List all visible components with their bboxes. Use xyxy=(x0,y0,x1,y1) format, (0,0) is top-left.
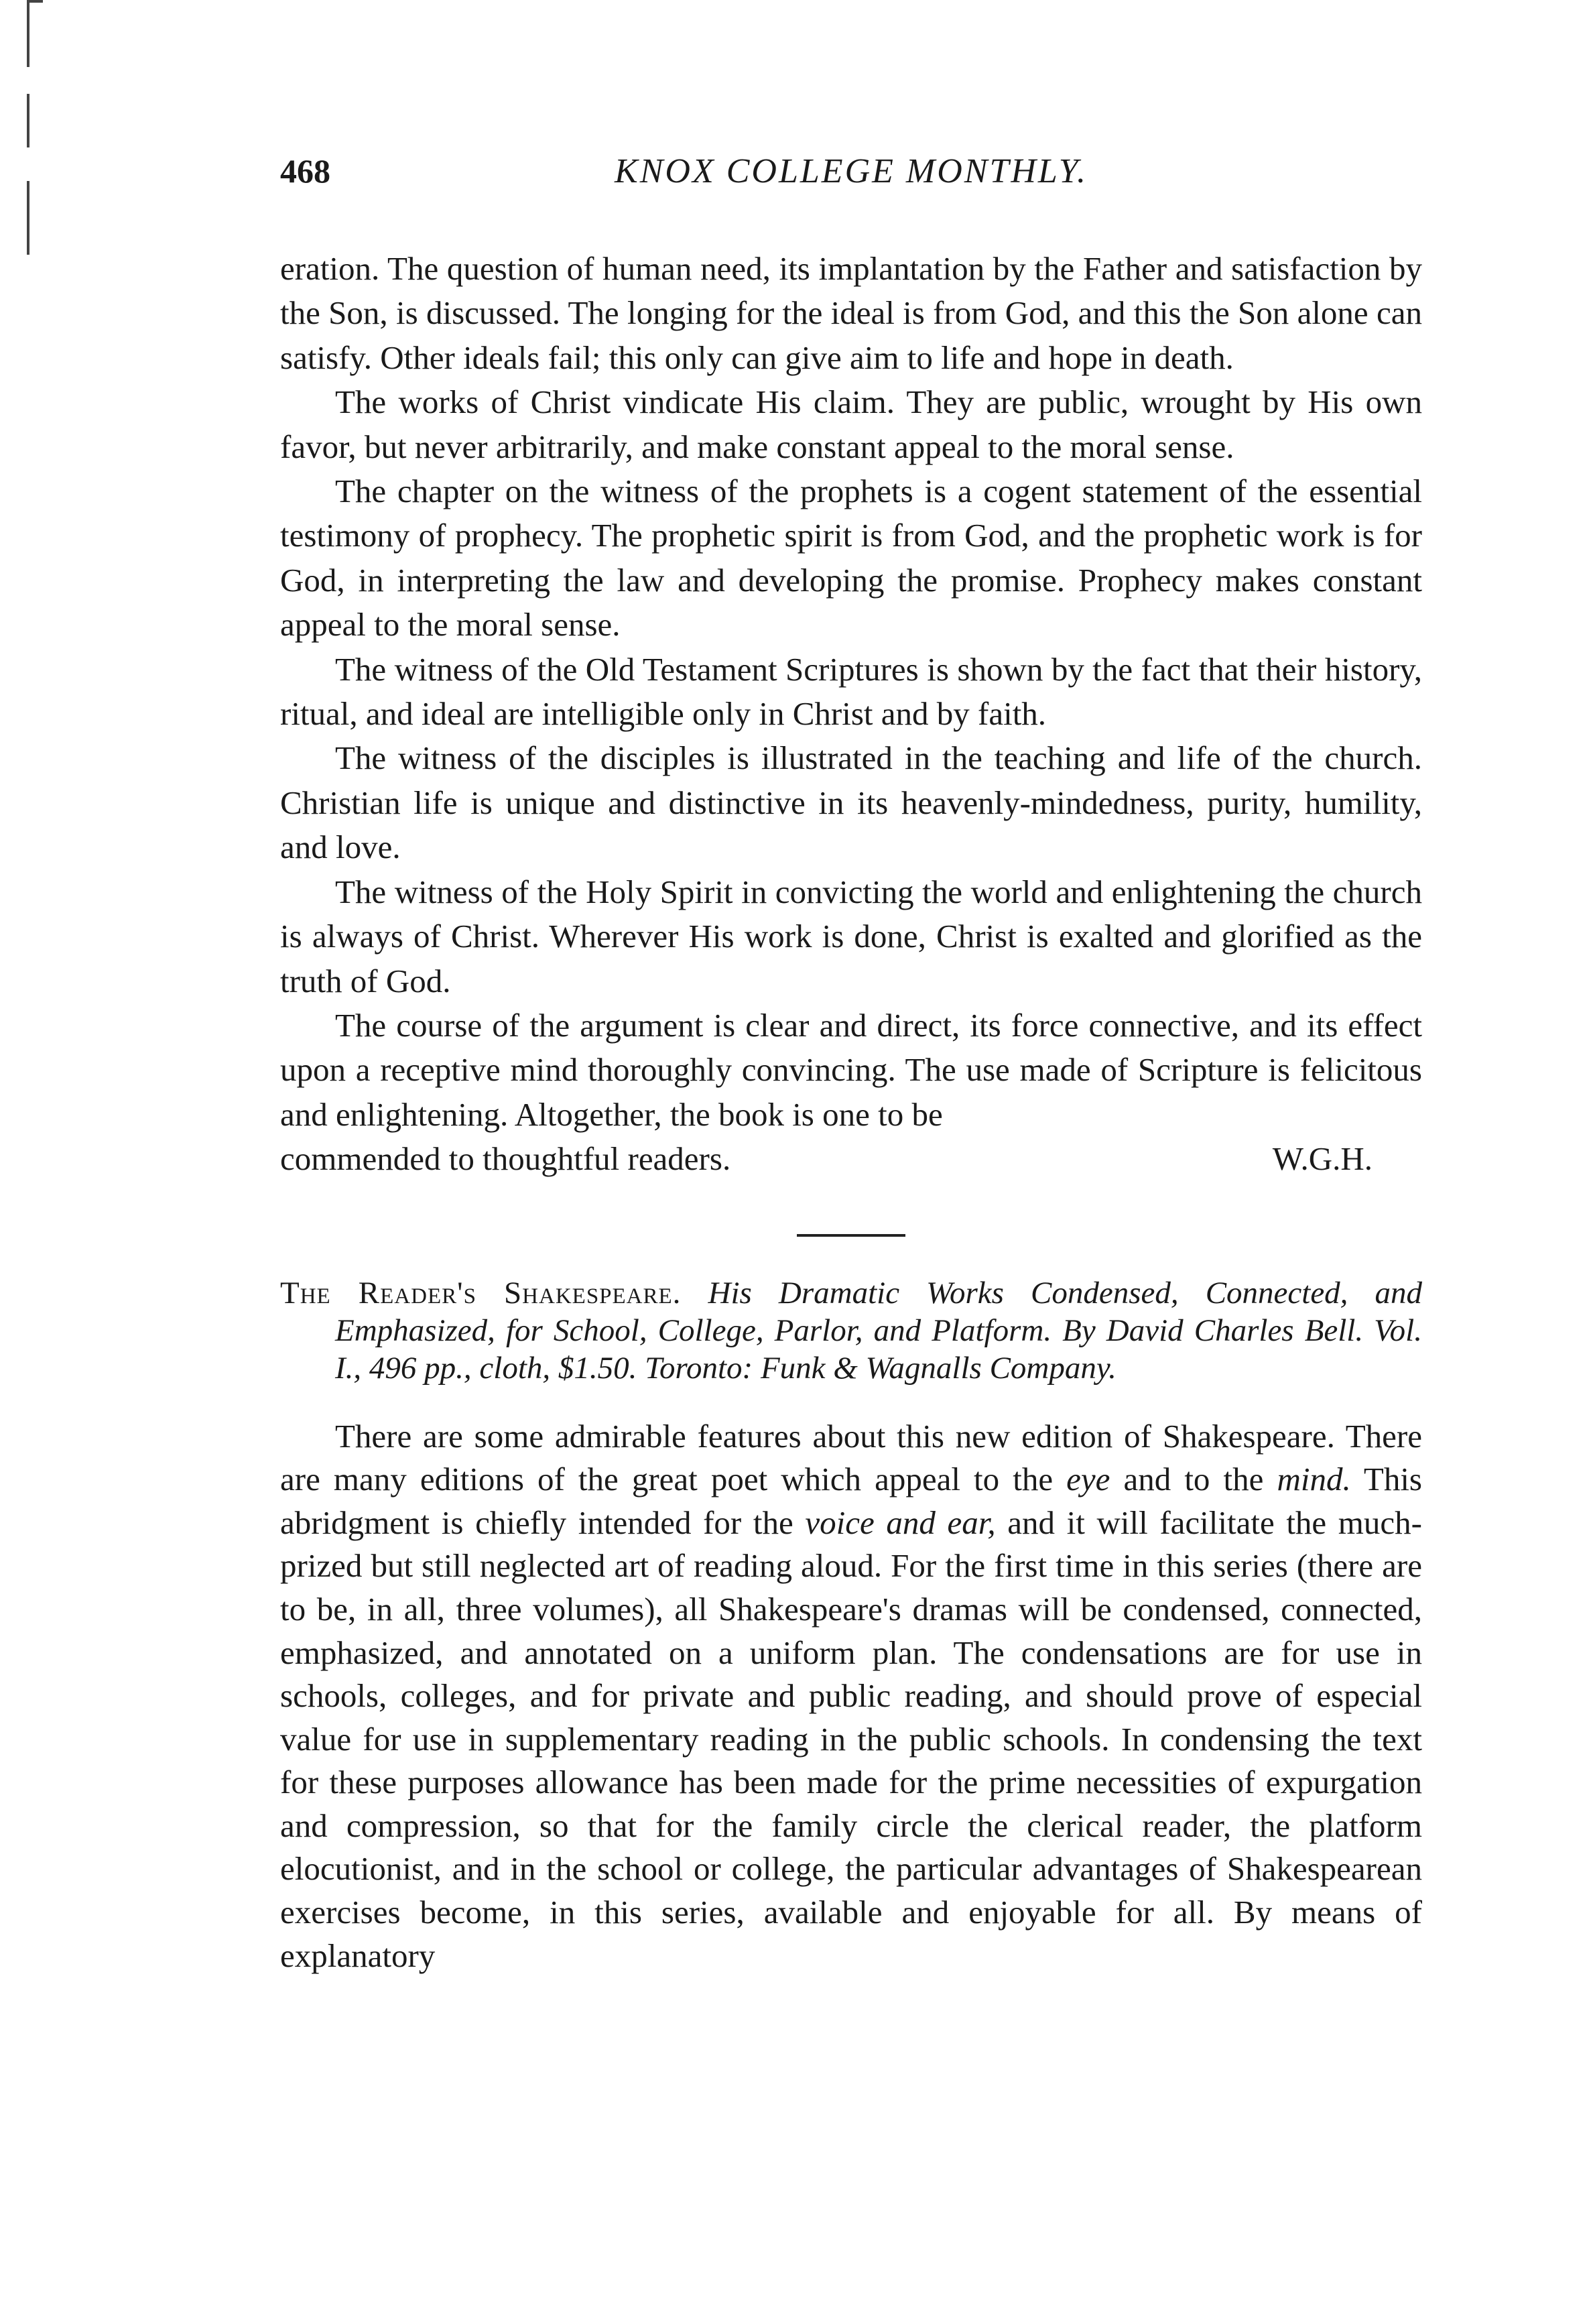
article-text xyxy=(280,247,1422,1182)
document-page xyxy=(280,151,1422,1977)
review-book-details: His Dramatic Works Condensed, Connected, and Emphasized, for School, College, Parlor, and Platform. By David Charles Bell. Vol. I., 496 pp., cloth, $1.50. Toronto: Funk & Wagnalls Company. xyxy=(335,1275,1423,1386)
journal-title: KNOX COLLEGE MONTHLY. xyxy=(615,152,1088,190)
emphasis: eye xyxy=(1066,1461,1110,1498)
review-body xyxy=(280,1415,1422,1978)
emphasis: voice and ear, xyxy=(805,1504,996,1541)
paragraph: The witness of the disciples is illustrated in the teaching and life of the church. Christian life is unique and distinctive in its heavenly-mindedness, purity, humility, and love. xyxy=(280,739,1422,866)
scan-edge-mark xyxy=(27,0,29,67)
scan-edge-mark xyxy=(27,0,43,3)
paragraph: eration. The question of human need, its implantation by the Father and satisfaction by the Son, is discussed. The longing for the ideal is from God, and this the Son alone can satisfy. Other ideals fail; this only can give aim to life and hope in death. xyxy=(280,250,1422,376)
text-run: There are some admirable features about this new edition of Shakespeare. There are many editions of the great poet which appeal to the xyxy=(280,1417,1422,1498)
text-run: and to the xyxy=(1123,1461,1264,1498)
closing-paragraph: The course of the argument is clear and direct, its force connective, and its effect upon a receptive mind thoroughly convincing. The use made of Scripture is felicitous and enlightening. Altogether, the book is one to be xyxy=(280,1006,1422,1133)
page-number: 468 xyxy=(280,152,330,190)
review-heading xyxy=(280,1274,1422,1387)
paragraph: The chapter on the witness of the prophets is a cogent statement of the essential testimony of prophecy. The prophetic spirit is from God, and the prophetic work is for God, in interpreting the law and developing the promise. Prophecy makes constant appeal to the moral sense. xyxy=(280,473,1422,644)
reviewer-signature: W.G.H. xyxy=(1272,1140,1373,1178)
running-head xyxy=(280,151,1422,198)
paragraph: The witness of the Old Testament Scriptures is shown by the fact that their history, ritual, and ideal are intelligible only in Christ and by faith. xyxy=(280,650,1422,733)
scan-edge-mark xyxy=(27,94,29,147)
signature-line xyxy=(280,1137,1422,1181)
closing-last-line: commended to thoughtful readers. xyxy=(280,1140,731,1178)
paragraph: The works of Christ vindicate His claim. They are public, wrought by His own favor, but never arbitrarily, and make constant appeal to the moral sense. xyxy=(280,383,1422,465)
review-book-title: The Reader's Shakespeare. xyxy=(280,1275,682,1310)
paragraph: The witness of the Holy Spirit in convicting the world and enlightening the church is always of Christ. Wherever His work is done, Christ is exalted and glorified as the truth of God. xyxy=(280,873,1422,999)
text-run: This abridgment is chiefly intended for the xyxy=(280,1461,1423,1541)
emphasis: mind. xyxy=(1277,1461,1351,1498)
scan-edge-mark xyxy=(27,181,29,255)
text-run: and it will facilitate the much-prized but still neglected art of reading aloud. For the first time in this series (there are to be, in all, three volumes), all Shakespeare's dramas will be condensed, connected, emphasized, and annotated on a uniform plan. The condensations are for use in schools, colleges, and for private and public reading, and should prove of especial value for use in supplementary reading in the public schools. In condensing the text for these purposes allowance has been made for the prime necessities of expurgation and compression, so that for the family circle the clerical reader, the platform elocutionist, and in the school or college, the particular advantages of Shakespearean exercises become, in this series, available and enjoyable for all. By means of explanatory xyxy=(280,1504,1422,1974)
section-divider xyxy=(797,1234,905,1237)
review-paragraph xyxy=(280,1415,1422,1978)
